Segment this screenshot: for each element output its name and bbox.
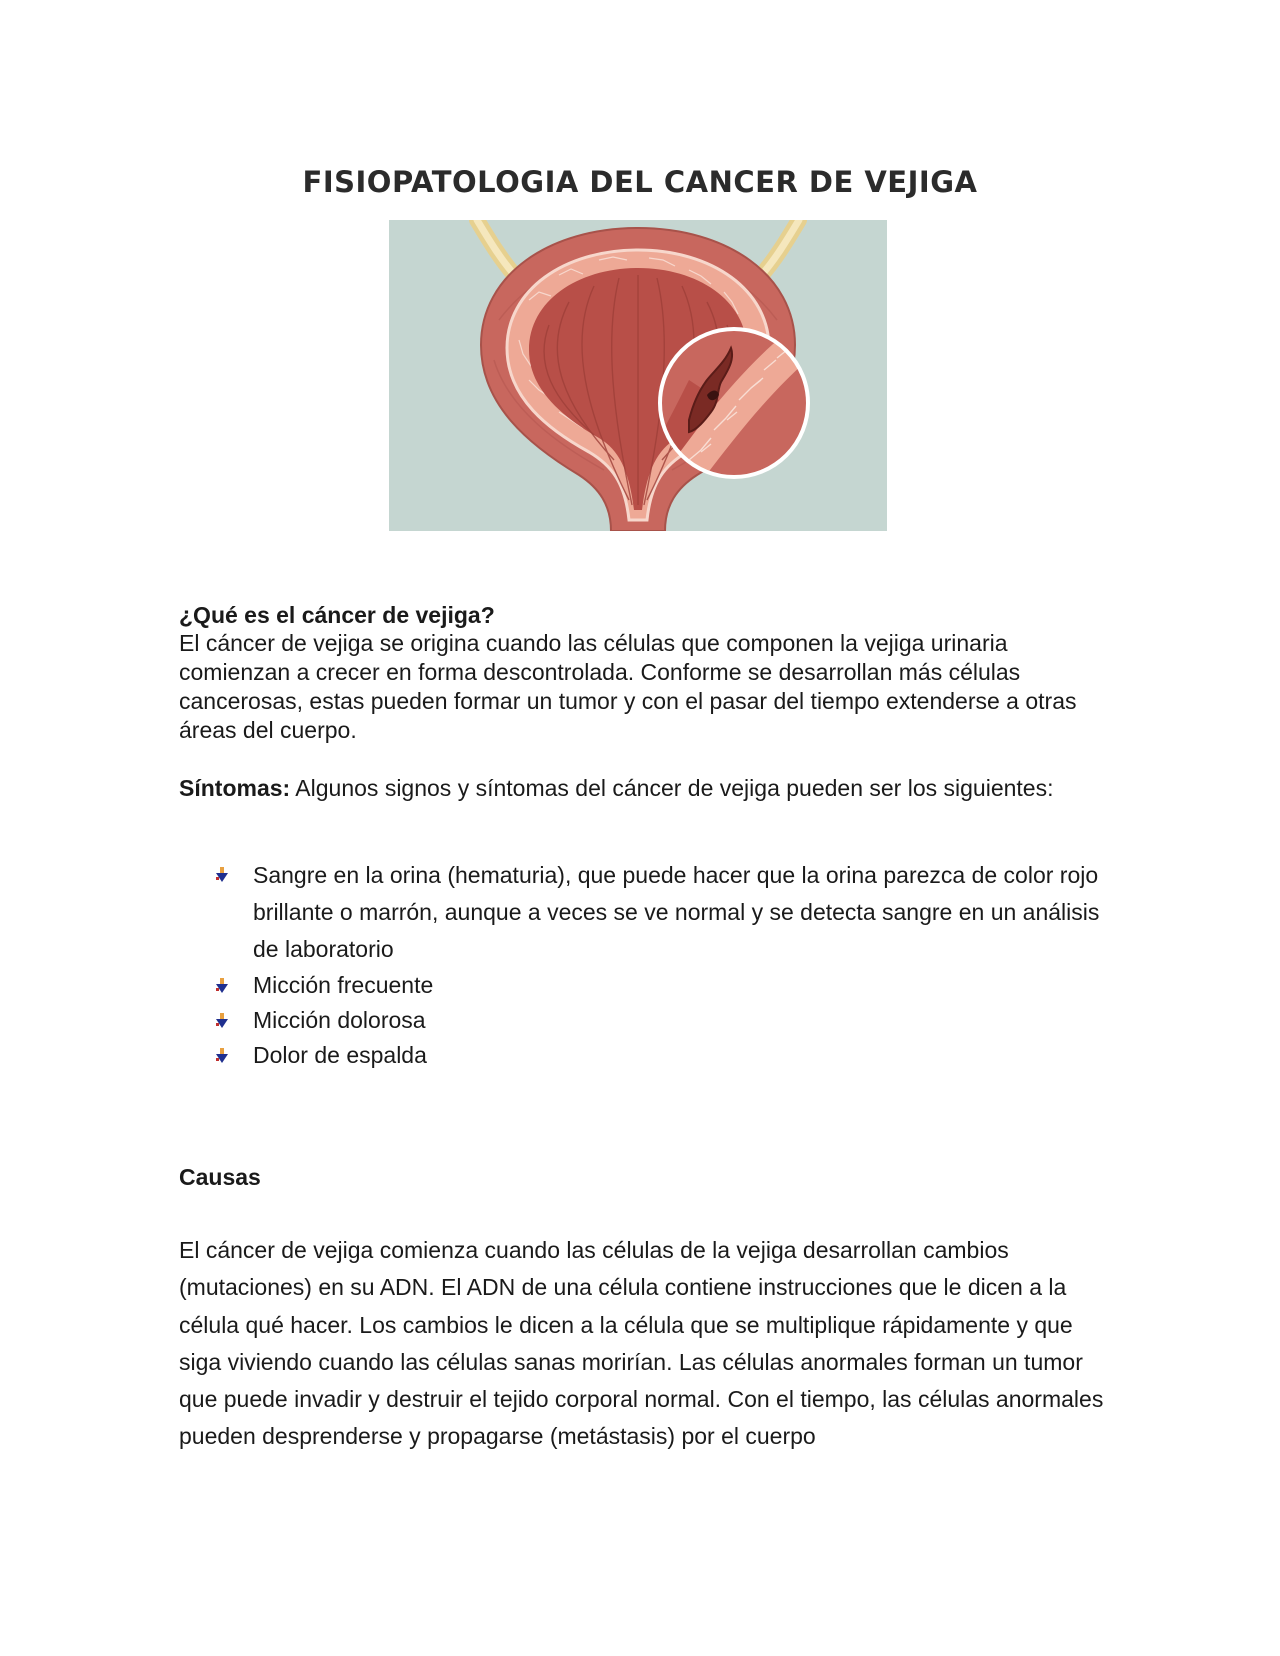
question-heading: ¿Qué es el cáncer de vejiga? (179, 602, 495, 628)
symptom-list (179, 857, 1109, 1073)
list-item (215, 1038, 1109, 1073)
arrow-down-bullet-icon (215, 867, 229, 883)
bladder-tumor-illustration (389, 220, 887, 531)
arrow-down-bullet-icon (215, 1048, 229, 1064)
page-title: FISIOPATOLOGIA DEL CANCER DE VEJIGA (302, 165, 978, 200)
list-item (215, 857, 1109, 968)
symptom-text: Micción frecuente (253, 972, 434, 998)
arrow-down-bullet-icon (215, 978, 229, 994)
list-item (215, 1003, 1109, 1038)
symptom-text: Dolor de espalda (253, 1042, 427, 1068)
symptom-text: Micción dolorosa (253, 1007, 426, 1033)
arrow-down-bullet-icon (215, 1013, 229, 1029)
list-item (215, 968, 1109, 1003)
symptom-text: Sangre en la orina (hematuria), que puede hacer que la orina parezca de color rojo brillante o marrón, aunque a veces se ve normal y se detecta sangre en un análisis de laboratorio (253, 862, 1100, 962)
symptoms-intro (179, 774, 1109, 803)
causes-heading: Causas (179, 1164, 261, 1190)
document-body (179, 601, 1109, 1456)
symptoms-text: Algunos signos y síntomas del cáncer de vejiga pueden ser los siguientes: (290, 775, 1054, 801)
intro-paragraph: El cáncer de vejiga se origina cuando las células que componen la vejiga urinaria comienzan a crecer en forma descontrolada. Conforme se desarrollan más células cancerosas, estas pueden formar un tumor y con el pasar del tiempo extenderse a otras áreas del cuerpo. (179, 630, 1077, 743)
causes-paragraph: El cáncer de vejiga comienza cuando las células de la vejiga desarrollan cambios (mutaciones) en su ADN. El ADN de una célula contiene instrucciones que le dicen a la célula qué hacer. Los cambios le dicen a la célula que se multiplique rápidamente y que siga viviendo cuando las células sanas morirían. Las células anormales forman un tumor que puede invadir y destruir el tejido corporal normal. Con el tiempo, las células anormales pueden desprenderse y propagarse (metástasis) por el cuerpo (179, 1237, 1104, 1450)
symptoms-label: Síntomas: (179, 775, 291, 801)
